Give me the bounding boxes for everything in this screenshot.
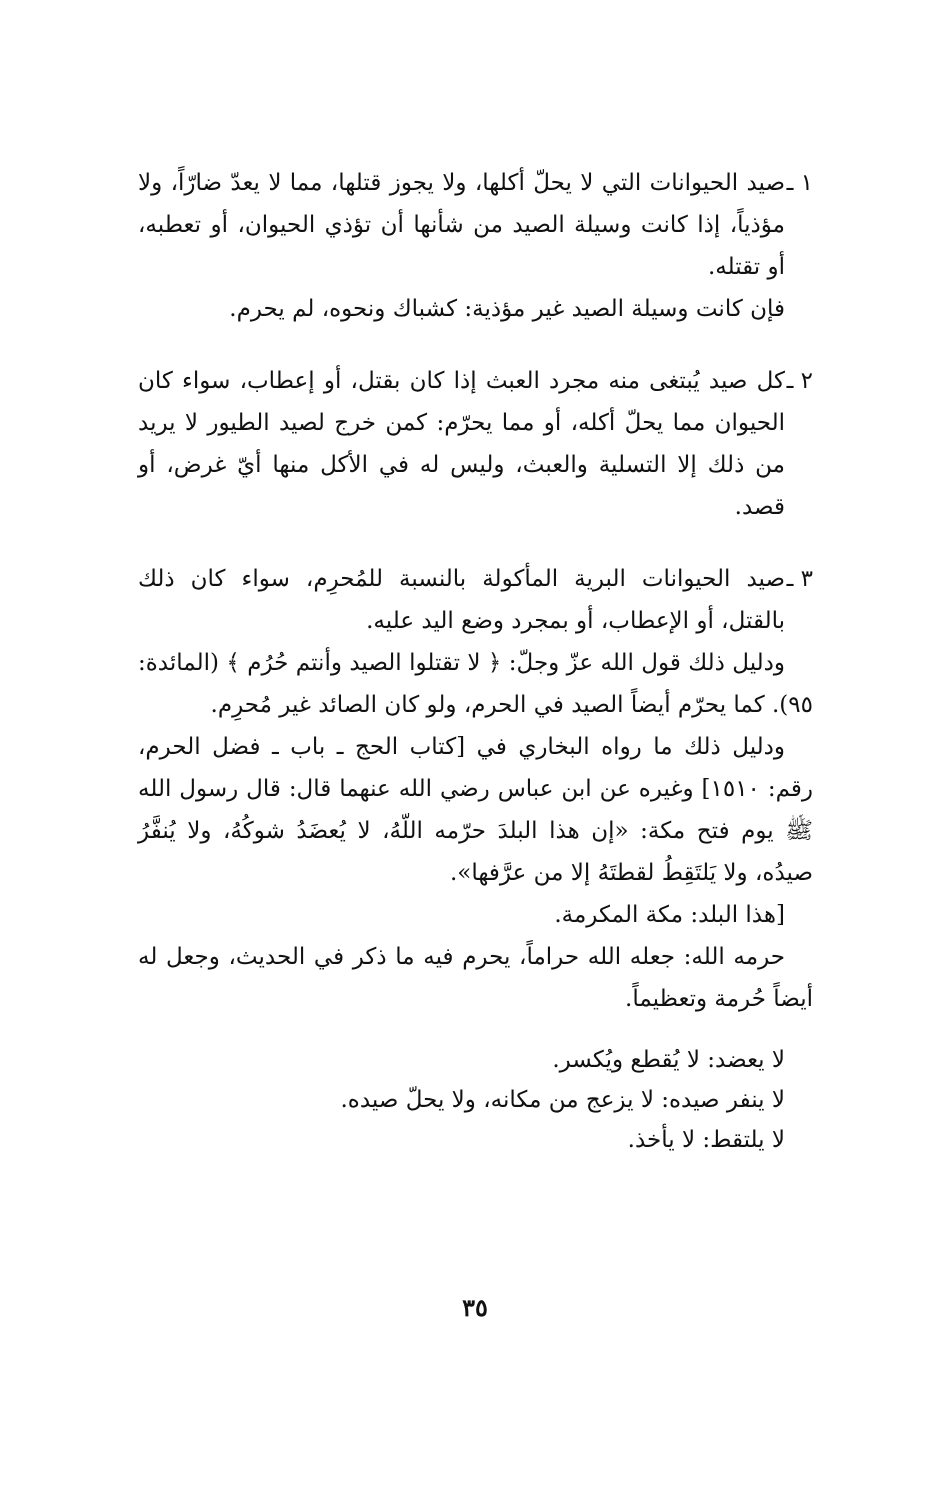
- gloss-haram-paragraph: حرمه الله: جعله الله حراماً، يحرم فيه ما ذكر في الحديث، وجعل له أيضاً حُرمة وتعظيماً.: [138, 944, 813, 1012]
- definition-item: لا يلتقط: لا يأخذ.: [627, 1127, 785, 1153]
- gloss-city-paragraph: [هذا البلد: مكة المكرمة.: [554, 902, 785, 928]
- item-text: كل صيد يُبتغى منه مجرد العبث إذا كان بقتل، أو إعطاب، سواء كان الحيوان مما يحلّ أكله، أو مما يحرّم: كمن خرج لصيد الطيور لا يريد من ذلك إلا التسلية والعبث، وليس له في الأكل منها أيّ غرض، أو قصد.: [138, 368, 785, 520]
- definitions-list: [138, 1040, 813, 1160]
- quran-evidence-paragraph: ودليل ذلك قول الله عزّ وجلّ: ﴿ لا تقتلوا الصيد وأنتم حُرُم ﴾ (المائدة: ٩٥). كما يحرّم أيضاً الصيد في الحرم، ولو كان الصائد غير مُحرِم.: [138, 650, 813, 718]
- item-number: ٢ ـ: [786, 368, 813, 394]
- list-item-3: [138, 558, 813, 642]
- list-item-2: [138, 360, 813, 528]
- definition-item: لا ينفر صيده: لا يزعج من مكانه، ولا يحلّ صيده.: [340, 1087, 785, 1113]
- trap-note-paragraph: فإن كانت وسيلة الصيد غير مؤذية: كشباك ونحوه، لم يحرم.: [229, 296, 785, 322]
- item-number: ٣ ـ: [786, 566, 813, 592]
- page-body: [138, 162, 813, 1160]
- item-number: ١ ـ: [786, 170, 813, 196]
- page-number: ٣٥: [462, 1293, 488, 1322]
- item-text: صيد الحيوانات البرية المأكولة بالنسبة للمُحرِم، سواء كان ذلك بالقتل، أو الإعطاب، أو بمجرد وضع اليد عليه.: [138, 566, 785, 634]
- definition-item: لا يعضد: لا يُقطع ويُكسر.: [552, 1047, 785, 1073]
- item-text: صيد الحيوانات التي لا يحلّ أكلها، ولا يجوز قتلها، مما لا يعدّ ضارّاً، ولا مؤذياً، إذا كانت وسيلة الصيد من شأنها أن تؤذي الحيوان، أو تعطبه، أو تقتله.: [138, 170, 785, 280]
- hadith-evidence-paragraph: ودليل ذلك ما رواه البخاري في [كتاب الحج ـ باب ـ فضل الحرم، رقم: ١٥١٠] وغيره عن ابن عباس رضي الله عنهما قال: قال رسول الله ﷺ يوم فتح مكة: «إن هذا البلدَ حرّمه اللّهُ، لا يُعضَدُ شوكُهُ، ولا يُنفَّرُ صيدُه، ولا يَلتَقِطُ لقطتَهُ إلا من عرَّفها».: [138, 734, 814, 886]
- list-item-1: [138, 162, 813, 288]
